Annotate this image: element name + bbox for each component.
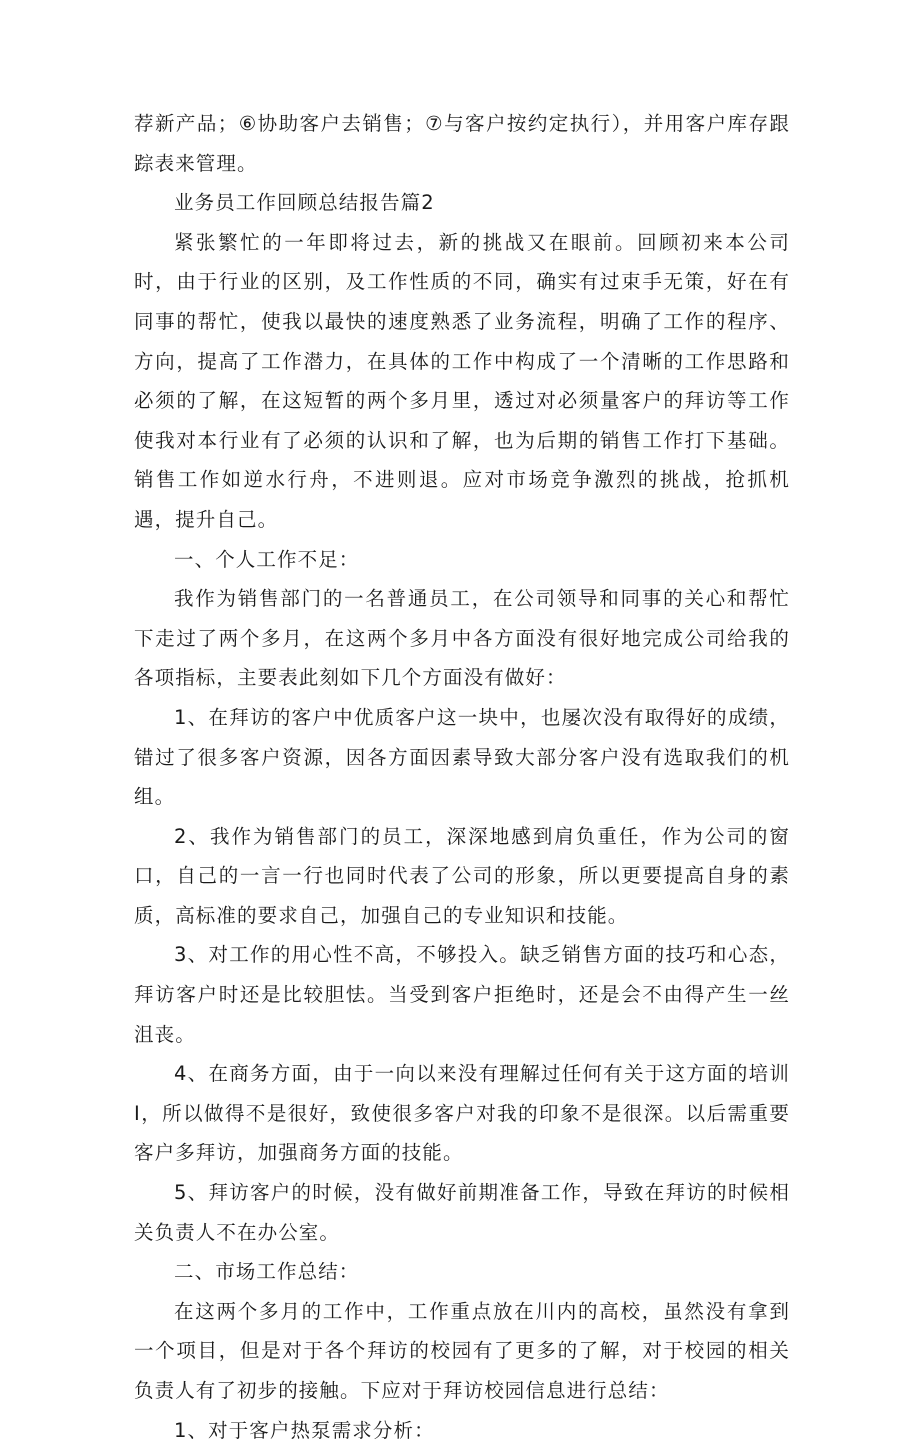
- heading-personal-shortcomings: 一、个人工作不足：: [174, 547, 360, 571]
- paragraph-shortcomings-intro: 我作为销售部门的一名普通员工，在公司领导和同事的关心和帮忙下走过了两个多月，在这两个多月中各方面没有很好地完成公司给我的各项指标，主要表此刻如下几个方面没有做好：: [134, 587, 790, 690]
- list-item-shortcoming-3: 3、对工作的用心性不高，不够投入。缺乏销售方面的技巧和心态，拜访客户时还是比较胆怯。当受到客户拒绝时，还是会不由得产生一丝沮丧。: [134, 943, 790, 1046]
- document-body: [134, 104, 790, 1450]
- list-item-shortcoming-5: 5、拜访客户的时候，没有做好前期准备工作，导致在拜访的时候相关负责人不在办公室。: [134, 1181, 790, 1244]
- paragraph-continuation: 荐新产品；⑥协助客户去销售；⑦与客户按约定执行），并用客户库存跟踪表来管理。: [134, 112, 790, 175]
- paragraph-intro: 紧张繁忙的一年即将过去，新的挑战又在眼前。回顾初来本公司时，由于行业的区别，及工作性质的不同，确实有过束手无策，好在有同事的帮忙，使我以最快的速度熟悉了业务流程，明确了工作的程序、方向，提高了工作潜力，在具体的工作中构成了一个清晰的工作思路和必须的了解，在这短暂的两个多月里，透过对必须量客户的拜访等工作使我对本行业有了必须的认识和了解，也为后期的销售工作打下基础。销售工作如逆水行舟，不进则退。应对市场竞争激烈的挑战，抢抓机遇，提升自己。: [134, 230, 790, 531]
- section-title: 业务员工作回顾总结报告篇2: [174, 191, 435, 215]
- heading-market-summary: 二、市场工作总结：: [174, 1260, 360, 1284]
- list-item-market-1: 1、对于客户热泵需求分析：: [174, 1418, 435, 1442]
- list-item-shortcoming-1: 1、在拜访的客户中优质客户这一块中，也屡次没有取得好的成绩，错过了很多客户资源，因各方面因素导致大部分客户没有选取我们的机组。: [134, 705, 790, 809]
- paragraph-market-summary: 在这两个多月的工作中，工作重点放在川内的高校，虽然没有拿到一个项目，但是对于各个拜访的校园有了更多的了解，对于校园的相关负责人有了初步的接触。下应对于拜访校园信息进行总结：: [134, 1299, 790, 1402]
- list-item-shortcoming-2: 2、我作为销售部门的员工，深深地感到肩负重任，作为公司的窗口，自己的一言一行也同时代表了公司的形象，所以更要提高自身的素质，高标准的要求自己，加强自己的专业知识和技能。: [134, 824, 790, 927]
- list-item-shortcoming-4: 4、在商务方面，由于一向以来没有理解过任何有关于这方面的培训I，所以做得不是很好，致使很多客户对我的印象不是很深。以后需重要客户多拜访，加强商务方面的技能。: [134, 1062, 790, 1165]
